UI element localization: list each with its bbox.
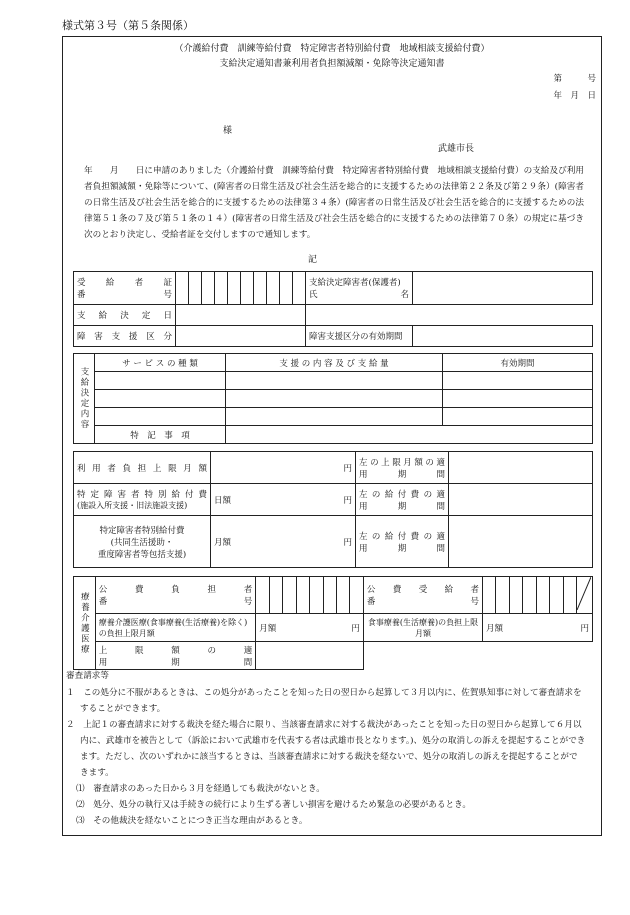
support-class-period-label: 障害支援区分の有効期間 <box>306 326 413 347</box>
label-line: 受 給 者 証 <box>77 278 172 288</box>
issuer: 武雄市長 <box>438 144 475 154</box>
digit-box[interactable] <box>241 272 254 305</box>
recipient-number-label <box>363 577 482 614</box>
meal-limit-value[interactable] <box>483 614 593 642</box>
appeal-sub-3: ⑶ その他裁決を経ないことにつき正当な理由があるとき。 <box>76 816 308 826</box>
diagonal-line <box>577 577 591 610</box>
remarks-label: 特 記 事 項 <box>95 426 226 444</box>
label-line: 公 費 負 担 者 <box>98 585 253 595</box>
label-line: (施設入所支援・旧法施設支援) <box>77 501 188 510</box>
form-number: 様式第３号（第５条関係） <box>62 19 194 32</box>
label-line: 番 号 <box>366 597 480 607</box>
label-line: 左の上限月額の適 <box>359 457 445 468</box>
decision-content-table <box>73 353 593 444</box>
digit-box[interactable] <box>254 272 267 305</box>
yen-unit: 円 <box>343 463 352 474</box>
label-line: 番 号 <box>98 597 253 607</box>
label-line: 氏 名 <box>309 290 409 300</box>
limit-period-label <box>95 642 256 670</box>
monthly-unit: 月額 <box>214 537 232 548</box>
label-line: 用 期 間 <box>359 501 445 512</box>
digit-box[interactable] <box>323 577 336 614</box>
notification-body: 年 月 日に申請のありました（介護給付費 訓練等給付費 特定障害者特別給付費 地域相談支援給付費）の支給及び利用者負担額減額・免除等について、(障害者の日常生活及び社会生活を総合的に支援するための法律第２２条及び第２９条）(障害者の日常生活及び社会生活を総合的に支援するための法律第３４条）(障害者の日常生活及び社会生活を総合的に支援するための法律第５１条の７及び第５１条の１４）(障害者の日常生活及び社会生活を総合的に支援するための法律第７０条）の規定に基づき次のとおり決定し、受給者証を交付しますので通知します。 <box>84 166 584 240</box>
digit-box[interactable] <box>215 272 228 305</box>
addressee-suffix: 様 <box>223 126 233 136</box>
yen-unit: 円 <box>580 623 589 634</box>
appeal-item-2: ２ 上記１の審査請求に対する裁決を経た場合に限り、当該審査請求に対する裁決があったことを知った日の翌日から起算して６月以内に、武雄市を被告として（訴訟において武雄市を代表する者は武雄市長となります。)、処分の取消しの訴えを提起することができます。ただし、次のいずれかに該当するときは、当該審査請求に対する裁決を経ないで、処分の取消しの訴えを提起することができます。 <box>66 720 586 778</box>
date-label: 年 月 日 <box>553 91 596 101</box>
digit-box[interactable] <box>536 577 549 614</box>
digit-box[interactable] <box>296 577 309 614</box>
label-line: 用 期 間 <box>98 657 253 668</box>
label-line: 番 号 <box>77 290 172 300</box>
digit-box[interactable] <box>509 577 522 614</box>
label-line: 左 の 給 付 費 の 適 <box>359 531 445 542</box>
digit-box[interactable] <box>483 577 496 614</box>
support-class-period-value[interactable] <box>413 326 593 347</box>
blank-cell <box>363 642 592 670</box>
digit-box[interactable] <box>496 577 509 614</box>
burden-limit-table <box>73 451 593 568</box>
digit-box[interactable] <box>176 272 189 305</box>
validity-period-cell[interactable] <box>443 408 593 426</box>
digit-box[interactable] <box>310 577 323 614</box>
digit-box[interactable] <box>293 272 306 305</box>
support-content-header: 支 援 の 内 容 及 び 支 給 量 <box>226 354 443 372</box>
title-line2: 支給決定通知書兼利用者負担額減額・免除等決定通知書 <box>219 59 445 69</box>
service-type-header: サ ー ビ ス の 種 類 <box>95 354 226 372</box>
document-number-label: 第 号 <box>553 74 596 84</box>
service-type-cell[interactable] <box>95 390 226 408</box>
limit-period-label <box>356 452 449 484</box>
limit-period-value[interactable] <box>256 642 364 670</box>
label-line: 重度障害者等包括支援) <box>97 549 187 560</box>
daily-unit: 日額 <box>214 495 232 506</box>
benefit-period-label <box>356 516 449 568</box>
appeal-sub-1: ⑴ 審査請求のあった日から３月を経過しても裁決がないとき。 <box>76 784 325 794</box>
digit-box[interactable] <box>350 577 363 614</box>
benefit-period-value[interactable] <box>449 484 593 516</box>
digit-box[interactable] <box>189 272 202 305</box>
decision-content-side-label: 支給決定内容 <box>74 354 95 444</box>
label-line: (共同生活援助・ <box>110 537 174 548</box>
validity-period-cell[interactable] <box>443 372 593 390</box>
digit-box[interactable] <box>523 577 536 614</box>
yen-unit: 円 <box>343 537 352 548</box>
label-line: 特定障害者特別給付費 <box>99 525 185 536</box>
decision-date-value[interactable] <box>176 305 306 326</box>
digit-box[interactable] <box>269 577 282 614</box>
support-content-cell[interactable] <box>226 408 443 426</box>
special-benefit-label <box>74 484 211 516</box>
appeal-heading: 審査請求等 <box>66 671 109 681</box>
support-content-cell[interactable] <box>226 372 443 390</box>
digit-box[interactable] <box>202 272 215 305</box>
digit-box[interactable] <box>563 577 576 614</box>
label-line: 用 期 間 <box>359 469 445 480</box>
benefit-period-label <box>356 484 449 516</box>
recipient-number-label <box>74 272 176 305</box>
appeal-sub-2: ⑵ 処分、処分の執行又は手続きの続行により生ずる著しい損害を避けるため緊急の必要があるとき。 <box>76 800 471 810</box>
label-line: 用 期 間 <box>359 543 445 554</box>
burden-limit-value[interactable] <box>211 452 356 484</box>
ki-heading: 記 <box>308 255 318 265</box>
monthly-unit: 月額 <box>259 623 277 634</box>
monthly-amount-value[interactable] <box>211 516 356 568</box>
label-line: 左 の 給 付 費 の 適 <box>359 489 445 500</box>
appeal-item-1: １ この処分に不服があるときは、この処分があったことを知った日の翌日から起算して３月以内に、佐賀県知事に対して審査請求をすることができます。 <box>66 688 582 714</box>
digit-box[interactable] <box>283 577 296 614</box>
digit-box[interactable] <box>267 272 280 305</box>
appeal-notes <box>66 685 586 829</box>
decision-date-label: 支 給 決 定 日 <box>74 305 176 326</box>
validity-period-header: 有効期間 <box>443 354 593 372</box>
medical-care-table <box>73 576 593 670</box>
label-line: 公 費 受 給 者 <box>366 585 480 595</box>
group-home-benefit-label <box>74 516 211 568</box>
payer-number-label <box>95 577 256 614</box>
validity-period-cell[interactable] <box>443 390 593 408</box>
label-line: 特 定 障 害 者 特 別 給 付 費 <box>77 490 207 500</box>
label-line: 上 限 額 の 適 <box>98 645 253 656</box>
title-line1: （介護給付費 訓練等給付費 特定障害者特別給付費 地域相談支援給付費） <box>174 44 490 54</box>
daily-amount-value[interactable] <box>211 484 356 516</box>
service-type-cell[interactable] <box>95 372 226 390</box>
monthly-unit: 月額 <box>486 623 504 634</box>
yen-unit: 円 <box>351 623 360 634</box>
care-limit-label: 療養介護医療(食事療養(生活療養)を除く)の負担上限月額 <box>95 614 256 642</box>
support-content-cell[interactable] <box>226 390 443 408</box>
remarks-value[interactable] <box>226 426 593 444</box>
digit-box[interactable] <box>550 577 563 614</box>
medical-care-side-label: 療養介護医療 <box>74 577 96 670</box>
yen-unit: 円 <box>343 495 352 506</box>
guardian-name-label <box>306 272 413 305</box>
label-line: 支給決定障害者(保護者) <box>309 278 401 288</box>
digit-box[interactable] <box>256 577 269 614</box>
digit-box[interactable] <box>337 577 350 614</box>
recipient-info-table <box>73 271 593 347</box>
benefit-period-value[interactable] <box>449 516 593 568</box>
support-class-label: 障 害 支 援 区 分 <box>74 326 176 347</box>
blank-cell <box>306 305 593 326</box>
digit-box[interactable] <box>280 272 293 305</box>
care-limit-value[interactable] <box>256 614 364 642</box>
burden-limit-label: 利 用 者 負 担 上 限 月 額 <box>74 452 211 484</box>
digit-box[interactable] <box>228 272 241 305</box>
limit-period-value[interactable] <box>449 452 593 484</box>
diagonal-cell <box>577 577 593 614</box>
service-type-cell[interactable] <box>95 408 226 426</box>
support-class-value[interactable] <box>176 326 306 347</box>
meal-limit-label: 食事療養(生活療養)の負担上限月額 <box>363 614 482 642</box>
guardian-name-value[interactable] <box>413 272 593 305</box>
